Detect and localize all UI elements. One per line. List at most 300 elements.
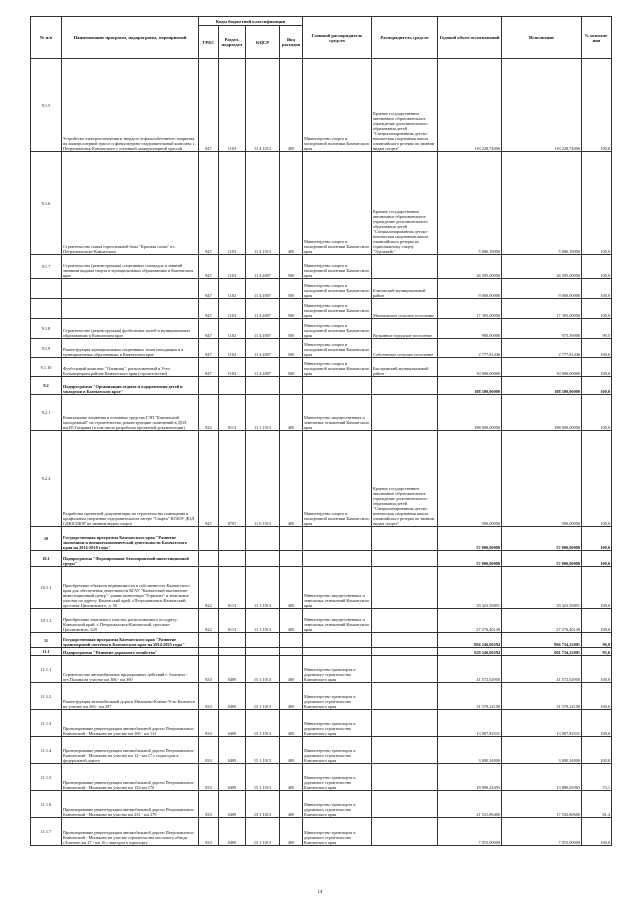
row-kvr	[280, 633, 303, 648]
row-kvr: 400	[280, 609, 303, 633]
header-grbs: ГРБС	[199, 26, 219, 59]
row-raspor	[372, 255, 438, 279]
row-name: Проектирование реконструкции автомобильной дороги Петропавловск-Камчатский - Мильково на участке км 231 - км 279	[62, 791, 199, 818]
row-fact: 27 576,40149	[502, 609, 582, 633]
row-glavny: Министерство спорта и молодежной политики Камчатского края	[303, 319, 372, 339]
row-fact: 7 015,00000	[502, 818, 582, 846]
row-raspor	[372, 377, 438, 395]
row-plan: 31 579,24100	[438, 683, 502, 710]
row-name: Проектирование реконструкции автомобильной дороги Петропавловск-Камчатский - Мильково на участке км 106 - км 112	[62, 710, 199, 737]
row-fact: 2 777,81446	[502, 339, 582, 358]
row-plan: 500,00000	[438, 431, 502, 527]
row-raspor	[372, 656, 438, 683]
row-kvr	[280, 648, 303, 656]
row-grbs: 847	[199, 279, 219, 299]
table-row	[31, 551, 612, 567]
row-kcsr: 15 1 1013	[246, 818, 280, 846]
row-grbs: 847	[199, 152, 219, 255]
row-plan: 17 395,00000	[438, 299, 502, 319]
row-kcsr: 11 1 1013	[246, 395, 280, 431]
row-pct: 95,6	[582, 648, 612, 656]
row-fact: 13 007,82531	[502, 710, 582, 737]
table-row	[31, 59, 612, 152]
row-pct: 96,9	[582, 633, 612, 648]
row-kvr: 500	[280, 358, 303, 377]
row-razdel: 0409	[219, 683, 246, 710]
row-number: 10.1	[31, 551, 62, 567]
table-row	[31, 299, 612, 319]
row-name: Подпрограмма "Развитие дорожного хозяйства"	[62, 648, 199, 656]
row-name	[62, 279, 199, 299]
row-razdel: 1102	[219, 255, 246, 279]
row-glavny: Министерство имущественных и земельных отношений Камчатского края	[303, 609, 372, 633]
row-plan: 27 576,40149	[438, 609, 502, 633]
row-fact: 975,39000	[502, 319, 582, 339]
row-glavny: Министерство транспорта и дорожного строительства Камчатского края	[303, 764, 372, 791]
row-raspor	[372, 527, 438, 551]
row-number: 11.1.5	[31, 764, 62, 791]
row-grbs: 847	[199, 255, 219, 279]
row-grbs: 833	[199, 710, 219, 737]
row-plan: 629 246,60294	[438, 648, 502, 656]
row-razdel: 1102	[219, 299, 246, 319]
row-razdel: 0113	[219, 609, 246, 633]
table-row	[31, 152, 612, 255]
row-raspor	[372, 551, 438, 567]
row-number: 10.1.1	[31, 567, 62, 609]
row-pct: 100,0	[582, 59, 612, 152]
row-kcsr	[246, 648, 280, 656]
row-name: Приобретение земельного участка, расположенного по адресу: Камчатский край, г. Петропавловск-Камчатский, проспект Циолковского, 629	[62, 609, 199, 633]
row-grbs: 847	[199, 59, 219, 152]
table-row	[31, 818, 612, 846]
row-razdel	[219, 377, 246, 395]
row-name: Строительство автомобильных придорожных действий г. Апатиты - пгт.Палана на участке км 386 - км 390	[62, 656, 199, 683]
row-name: Устройство электроосвещения и твердого асфальтобетонного покрытия на лыжероллерной трассе и физкультурно-оздоровительный комплекс с. Петропавловск-Камчатского с основной лыжероллерной трассой	[62, 59, 199, 152]
row-grbs: 822	[199, 609, 219, 633]
row-number	[31, 299, 62, 319]
row-glavny: Министерство спорта и молодежной политики Камчатского края	[303, 299, 372, 319]
row-raspor	[372, 791, 438, 818]
row-name: Футбольный комплекс "Олимпия", расположенный в Усть-Большерецком районе Камчатского края (строительство)	[62, 358, 199, 377]
row-razdel: 1102	[219, 319, 246, 339]
row-raspor: Вулканное городское поселение	[372, 319, 438, 339]
row-glavny: Министерство спорта и молодежной политики Камчатского края	[303, 339, 372, 358]
row-grbs	[199, 527, 219, 551]
row-raspor: Быстринский муниципальный район	[372, 358, 438, 377]
row-name: Подпрограмма "Организация отдыха и оздоровления детей и молодежи в Камчатском крае"	[62, 377, 199, 395]
row-kcsr: 11 4 1013	[246, 152, 280, 255]
row-grbs: 822	[199, 395, 219, 431]
row-glavny	[303, 648, 372, 656]
row-fact: 26 395,00000	[502, 255, 582, 279]
row-kcsr: 15 1 1013	[246, 656, 280, 683]
row-glavny: Министерство спорта и молодежной политики Камчатского края	[303, 152, 372, 255]
row-grbs: 847	[199, 339, 219, 358]
row-raspor	[372, 764, 438, 791]
table-row	[31, 648, 612, 656]
row-fact: 500,00000	[502, 431, 582, 527]
row-raspor	[372, 395, 438, 431]
row-razdel	[219, 648, 246, 656]
row-plan: 116 228,74000	[438, 59, 502, 152]
row-raspor: Краевое государственное автономное образовательное учреждение дополнительного образования детей "Специализированная детско-юношеская спортивная школа олимпийского резерва по зимним видам спорта"	[372, 431, 438, 527]
row-grbs: 833	[199, 764, 219, 791]
row-razdel: 0409	[219, 656, 246, 683]
row-name: Проектирование реконструкции автомобильной дороги Петропавловск-Камчатский - Мильково на участке строительства мостового обхода г.Елизово км 27 - км 16 с выездом к аэропорту	[62, 818, 199, 846]
row-kcsr	[246, 377, 280, 395]
row-number: 11.1.4	[31, 737, 62, 764]
row-name: Подпрограмма "Формирование благоприятной инвестиционной среды"	[62, 551, 199, 567]
row-glavny	[303, 633, 372, 648]
row-plan: 980,00000	[438, 319, 502, 339]
row-raspor	[372, 609, 438, 633]
row-name: Реконструкция муниципальных спортивных залов находящихся в муниципальных образованиях в Камчатском крае	[62, 339, 199, 358]
row-raspor: Краевое государственное автономное образовательное учреждение дополнительного образования детей "Специализированная детско-юношеская спортивная школа олимпийского резерва по зимним видам спорта"	[372, 59, 438, 152]
row-raspor	[372, 648, 438, 656]
row-plan: 894 246,60294	[438, 633, 502, 648]
row-plan: 7 015,00000	[438, 818, 502, 846]
row-name: Строительство (реконструкция) футбольных полей в муниципальных образованиях в Камчатском крае	[62, 319, 199, 339]
row-raspor	[372, 710, 438, 737]
row-razdel	[219, 633, 246, 648]
row-glavny: Министерство спорта и молодежной политики Камчатского края	[303, 358, 372, 377]
row-grbs	[199, 377, 219, 395]
row-kvr: 500	[280, 299, 303, 319]
row-glavny: Министерство транспорта и дорожного строительства Камчатского края	[303, 683, 372, 710]
row-pct: 100,0	[582, 710, 612, 737]
row-pct: 100,0	[582, 656, 612, 683]
row-kvr	[280, 527, 303, 551]
row-glavny: Министерство транспорта и дорожного строительства Камчатского края	[303, 791, 372, 818]
row-kvr: 400	[280, 431, 303, 527]
row-kvr	[280, 551, 303, 567]
row-plan: 188 000,00000	[438, 395, 502, 431]
row-grbs: 847	[199, 358, 219, 377]
row-razdel: 1103	[219, 59, 246, 152]
header-razdel: Раздел, подраздел	[219, 26, 246, 59]
header-kcsr: КЦСР	[246, 26, 280, 59]
row-pct: 100,0	[582, 609, 612, 633]
row-number: 9.1.10	[31, 358, 62, 377]
table-row	[31, 609, 612, 633]
header-kvr: Вид расходов	[280, 26, 303, 59]
row-glavny: Министерство спорта и молодежной политики Камчатского края	[303, 431, 372, 527]
row-kvr: 400	[280, 152, 303, 255]
row-name: Государственная программа Камчатского края "Развитие экономики и внешнеэкономической деятельности Камчатского края на 2014-2018 годы"	[62, 527, 199, 551]
row-number: 10	[31, 527, 62, 551]
row-kvr: 400	[280, 737, 303, 764]
table-row	[31, 377, 612, 395]
row-pct: 100,0	[582, 551, 612, 567]
row-kvr: 500	[280, 339, 303, 358]
row-kvr: 400	[280, 683, 303, 710]
row-fact: 866 734,22001	[502, 633, 582, 648]
row-fact: 30 000,00000	[502, 358, 582, 377]
row-glavny: Министерство транспорта и дорожного строительства Камчатского края	[303, 818, 372, 846]
table-row	[31, 656, 612, 683]
row-name	[62, 299, 199, 319]
row-kvr: 500	[280, 319, 303, 339]
row-number: 11.1.7	[31, 818, 62, 846]
row-pct: 73,1	[582, 764, 612, 791]
row-name: Приобретение объектов недвижимости в собственность Камчатского края для обеспечения деятельности КГАУ "Камчатский выставочно-инвестиционный центр": здание кинотеатра "Горизонт" и земельные участки по адресу: Камчатский край, г.Петропавловск-Камчатский, проспект Циолковского, д. 50	[62, 567, 199, 609]
row-kvr	[280, 377, 303, 395]
table-row	[31, 339, 612, 358]
row-fact: 17 532,80600	[502, 791, 582, 818]
row-kcsr: 11 4 4007	[246, 358, 280, 377]
row-fact: 57 000,00000	[502, 551, 582, 567]
row-fact: 29 423,59851	[502, 567, 582, 609]
row-plan: 13 007,82531	[438, 710, 502, 737]
row-pct: 100,0	[582, 339, 612, 358]
row-glavny: Министерство спорта и молодежной политики Камчатского края	[303, 279, 372, 299]
row-kcsr	[246, 633, 280, 648]
row-kcsr: 11 1 1013	[246, 609, 280, 633]
row-plan: 9 000,00000	[438, 279, 502, 299]
table-row	[31, 737, 612, 764]
row-grbs: 847	[199, 431, 219, 527]
row-glavny	[303, 377, 372, 395]
table-row	[31, 395, 612, 431]
row-razdel: 0409	[219, 791, 246, 818]
row-pct: 100,0	[582, 279, 612, 299]
row-kvr: 400	[280, 59, 303, 152]
header-num: № п/п	[31, 17, 62, 59]
row-name: Проектирование реконструкции автомобильной дороги Петропавловск-Камчатский - Мильково на участке км 12 - км 17 с подъездом к федеральной дороге	[62, 737, 199, 764]
row-number: 11.1.1	[31, 656, 62, 683]
row-kcsr: 11 4 4007	[246, 339, 280, 358]
row-kvr: 400	[280, 710, 303, 737]
row-fact: 3 090,34000	[502, 737, 582, 764]
row-kvr: 400	[280, 818, 303, 846]
row-kvr: 400	[280, 395, 303, 431]
row-razdel	[219, 527, 246, 551]
row-number: 9.1.6	[31, 152, 62, 255]
row-kvr: 500	[280, 255, 303, 279]
table-header	[31, 17, 612, 59]
row-pct: 81,4	[582, 791, 612, 818]
row-kcsr: 11 4 1013	[246, 59, 280, 152]
row-pct: 100,0	[582, 567, 612, 609]
row-plan: 57 000,00000	[438, 551, 502, 567]
row-grbs: 833	[199, 737, 219, 764]
row-name: Государственная программа Камчатского края "Развитие транспортной системы в Камчатском крае на 2014-2025 годы"	[62, 633, 199, 648]
row-kcsr: 15 1 1013	[246, 764, 280, 791]
row-razdel	[219, 551, 246, 567]
row-fact: 5 086,18000	[502, 152, 582, 255]
row-fact: 601 734,22001	[502, 648, 582, 656]
row-kcsr: 15 1 1013	[246, 737, 280, 764]
row-plan: 30 000,00000	[438, 358, 502, 377]
row-glavny	[303, 527, 372, 551]
row-kcsr: 11 4 4007	[246, 319, 280, 339]
row-kcsr: 15 1 1013	[246, 710, 280, 737]
row-kcsr: 11 4 4007	[246, 279, 280, 299]
row-glavny: Министерство транспорта и дорожного строительства Камчатского края	[303, 737, 372, 764]
row-razdel: 0707	[219, 431, 246, 527]
row-razdel: 1102	[219, 358, 246, 377]
row-number	[31, 279, 62, 299]
row-plan: 57 000,00000	[438, 527, 502, 551]
row-number: 9.1.5	[31, 59, 62, 152]
table-row	[31, 710, 612, 737]
row-pct: 100,0	[582, 737, 612, 764]
table-row	[31, 527, 612, 551]
row-razdel: 0409	[219, 737, 246, 764]
table-row	[31, 279, 612, 299]
row-name: Проектирование реконструкции автомобильной дороги Петропавловск-Камчатский - Мильково на участке км 152-км 170	[62, 764, 199, 791]
row-kvr: 400	[280, 791, 303, 818]
row-raspor: Елизовский муниципальный район	[372, 279, 438, 299]
row-razdel: 0113	[219, 395, 246, 431]
row-kcsr	[246, 551, 280, 567]
row-number: 9.2.1	[31, 395, 62, 431]
row-number: 9.1.8	[31, 319, 62, 339]
row-number: 9.2.2	[31, 431, 62, 527]
header-raspor: Распорядитель средств	[372, 17, 438, 59]
row-pct: 100,0	[582, 299, 612, 319]
row-plan: 188 500,00000	[438, 377, 502, 395]
row-name: Строительство сынка горнолыжной базы "Красная сопка" в г. Петропавловске-Камчатском	[62, 152, 199, 255]
header-glavny: Главный распорядитель средств	[303, 17, 372, 59]
row-fact: 188 500,00000	[502, 377, 582, 395]
table-body	[31, 59, 612, 846]
table-row	[31, 764, 612, 791]
row-razdel: 0409	[219, 818, 246, 846]
row-number: 11.1.3	[31, 710, 62, 737]
row-fact: 17 395,00000	[502, 299, 582, 319]
row-raspor	[372, 567, 438, 609]
table-row	[31, 358, 612, 377]
row-pct: 100,0	[582, 818, 612, 846]
row-grbs: 833	[199, 818, 219, 846]
row-number: 11.1	[31, 648, 62, 656]
table-row	[31, 567, 612, 609]
row-glavny: Министерство спорта и молодежной политики Камчатского края	[303, 255, 372, 279]
row-plan: 29 423,59851	[438, 567, 502, 609]
row-grbs	[199, 633, 219, 648]
row-kcsr: 11 4 4007	[246, 255, 280, 279]
page-number: 14	[317, 890, 323, 895]
row-glavny: Министерство имущественных и земельных отношений Камчатского края	[303, 395, 372, 431]
row-number: 9.1.9	[31, 339, 62, 358]
row-plan: 2 777,81446	[438, 339, 502, 358]
row-grbs: 833	[199, 791, 219, 818]
row-raspor: Мильковское сельское поселение	[372, 299, 438, 319]
row-pct: 100,0	[582, 377, 612, 395]
row-name: Капитальные вложения в основные средства ГЭП "Камчатский молодежный" на строительство, реконструкцию помещений в ДОЛ им.Ю.Гагарина (в том числе разработка проектной документации)	[62, 395, 199, 431]
document-page	[30, 16, 611, 846]
row-razdel: 1102	[219, 339, 246, 358]
row-pct: 100,0	[582, 527, 612, 551]
row-razdel: 1102	[219, 279, 246, 299]
row-raspor	[372, 818, 438, 846]
row-kcsr: 11 4 4007	[246, 299, 280, 319]
row-grbs: 847	[199, 299, 219, 319]
row-fact: 31 579,24100	[502, 683, 582, 710]
table-row	[31, 683, 612, 710]
row-kvr: 400	[280, 764, 303, 791]
row-raspor	[372, 683, 438, 710]
row-plan: 21 531,89400	[438, 791, 502, 818]
row-fact: 57 000,00000	[502, 527, 582, 551]
row-kvr: 400	[280, 567, 303, 609]
row-kcsr: 11 6 1013	[246, 431, 280, 527]
row-fact: 116 228,74000	[502, 59, 582, 152]
row-pct: 100,0	[582, 358, 612, 377]
row-number: 9.1.7	[31, 255, 62, 279]
row-number: 11.1.2	[31, 683, 62, 710]
header-codes-group: Коды бюджетной классификации	[199, 17, 303, 26]
row-raspor	[372, 737, 438, 764]
row-plan: 26 395,00000	[438, 255, 502, 279]
row-razdel: 0409	[219, 764, 246, 791]
row-glavny: Министерство спорта и молодежной политики Камчатского края	[303, 59, 372, 152]
header-name: Наименование программ, подпрограмм, мероприятий	[62, 17, 199, 59]
header-fact: Исполнение	[502, 17, 582, 59]
row-glavny: Министерство транспорта и дорожного строительства Камчатского края	[303, 710, 372, 737]
row-pct: 100,0	[582, 431, 612, 527]
table-row	[31, 319, 612, 339]
table-row	[31, 431, 612, 527]
row-number: 11.1.6	[31, 791, 62, 818]
header-pct: % исполне-ния	[582, 17, 612, 59]
row-plan: 3 090,34000	[438, 737, 502, 764]
row-plan: 41 572,02950	[438, 656, 502, 683]
row-pct: 100,0	[582, 152, 612, 255]
row-grbs: 833	[199, 656, 219, 683]
row-raspor: Соболевское сельское поселение	[372, 339, 438, 358]
table-row	[31, 255, 612, 279]
row-razdel: 0113	[219, 567, 246, 609]
row-grbs: 847	[199, 319, 219, 339]
row-name: Реконструкция автомобильной дороги Мильково-Ключи-Усть-Камчатск на участке км 263 - км 297	[62, 683, 199, 710]
row-kcsr: 15 1 1013	[246, 791, 280, 818]
row-name: Разработка проектной документации на строительство помещения в профильном спортивно-оздоровительном лагере "Спарта" КГАОУ ДОД СДЮСШОР по зимним видам спорта	[62, 431, 199, 527]
row-grbs: 822	[199, 567, 219, 609]
row-fact: 9 000,00000	[502, 279, 582, 299]
row-grbs: 833	[199, 683, 219, 710]
row-razdel: 1103	[219, 152, 246, 255]
row-kcsr	[246, 527, 280, 551]
row-number: 10.1.2	[31, 609, 62, 633]
row-fact: 13 880,65965	[502, 764, 582, 791]
row-kcsr: 11 1 1013	[246, 567, 280, 609]
row-pct: 99,5	[582, 319, 612, 339]
row-grbs	[199, 551, 219, 567]
row-pct: 100,0	[582, 395, 612, 431]
row-kvr: 400	[280, 656, 303, 683]
row-razdel: 0409	[219, 710, 246, 737]
row-raspor	[372, 633, 438, 648]
table-row	[31, 633, 612, 648]
row-plan: 18 990,24493	[438, 764, 502, 791]
row-number: 9.2	[31, 377, 62, 395]
row-glavny	[303, 551, 372, 567]
row-pct: 100,0	[582, 683, 612, 710]
row-grbs	[199, 648, 219, 656]
row-plan: 5 086,18000	[438, 152, 502, 255]
row-name: Строительство (реконструкция) спортивных площадок и занятий зимними видами спорта в муниципальных образованиях в Камчатском крае	[62, 255, 199, 279]
row-fact: 41 572,02950	[502, 656, 582, 683]
table-row	[31, 791, 612, 818]
row-raspor: Краевое государственное автономное образовательное учреждение дополнительного образования детей "Специализированная детско-юношеская спортивная школа олимпийского резерва по горнолыжному спорту "Эдельвейс"	[372, 152, 438, 255]
row-pct: 100,0	[582, 255, 612, 279]
row-number: 11	[31, 633, 62, 648]
row-glavny: Министерство имущественных и земельных отношений Камчатского края	[303, 567, 372, 609]
row-kvr: 500	[280, 279, 303, 299]
